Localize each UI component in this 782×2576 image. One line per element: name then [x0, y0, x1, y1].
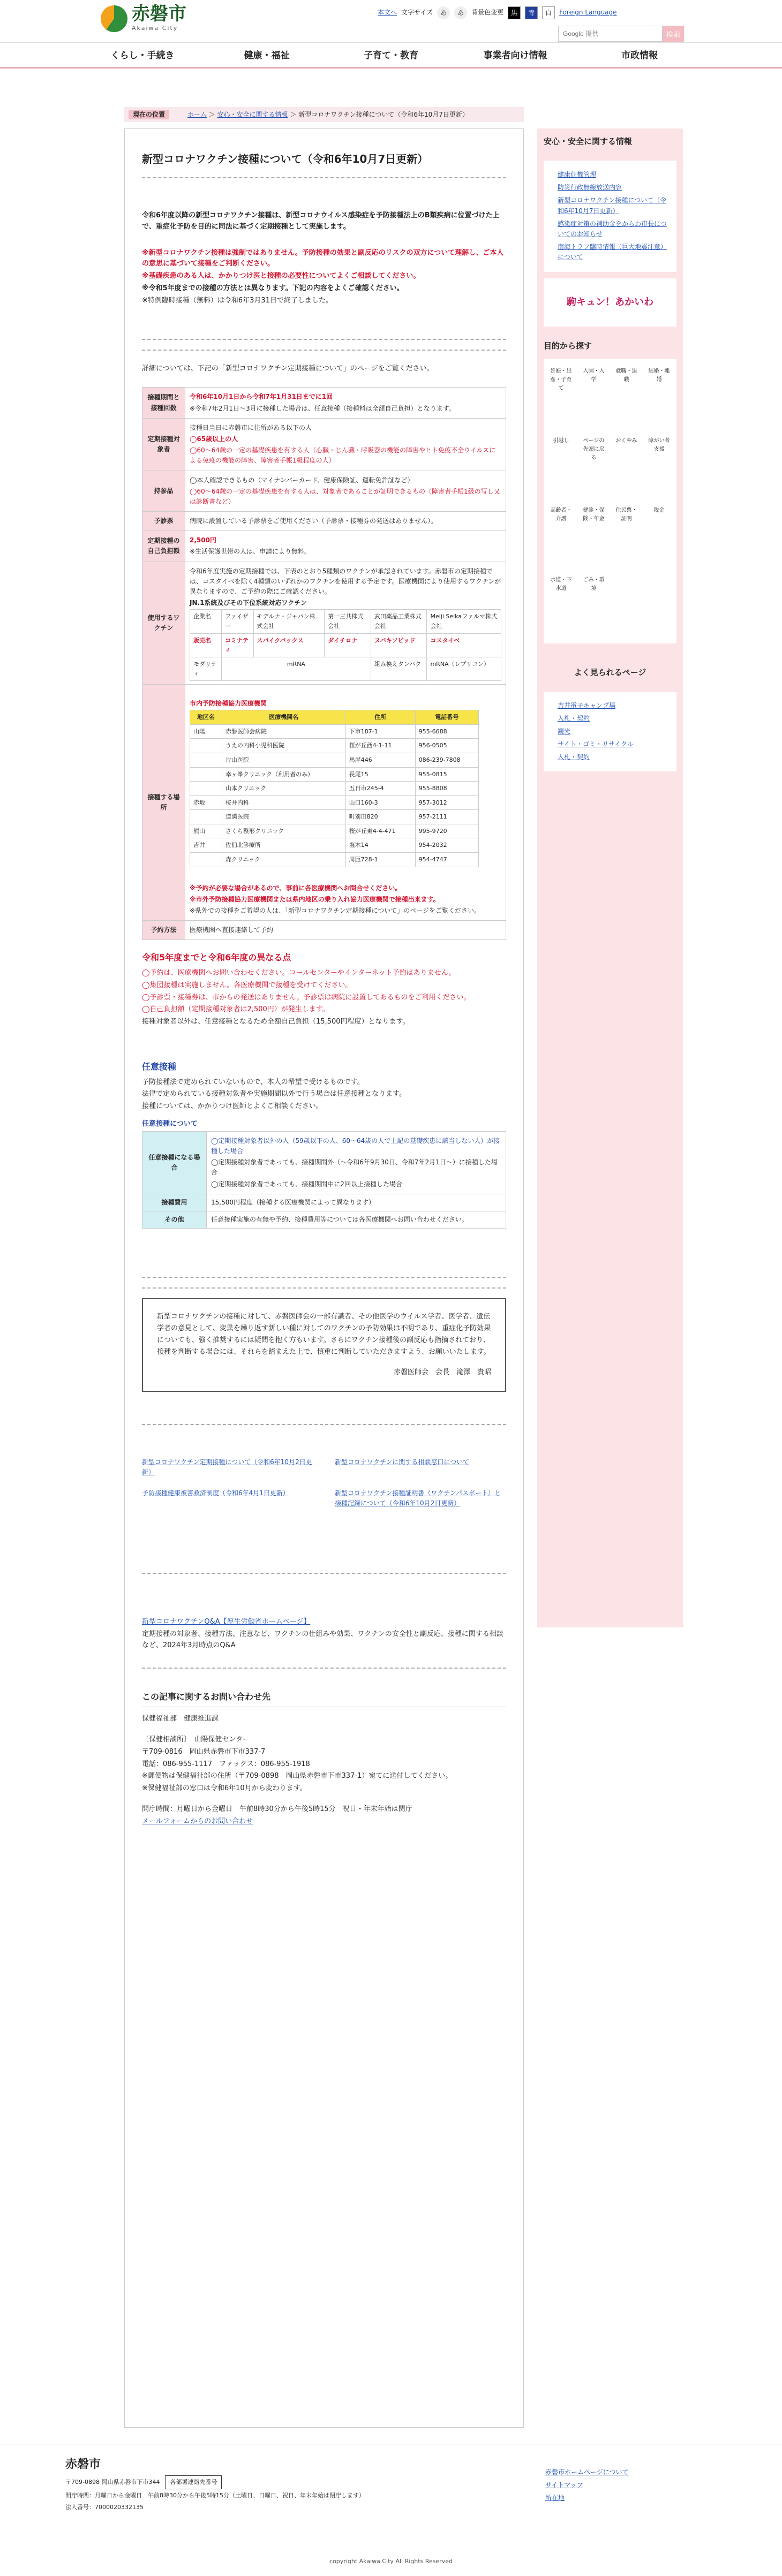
qa-text: 定期接種の対象者、接種方法、注意など、ワクチンの仕組みや効果、ワクチンの安全性と副反応、接種に関する相談など、2024年3月時点のQ&A: [142, 1630, 503, 1649]
table-row: [190, 767, 479, 782]
row-header: 接種費用: [142, 1194, 207, 1211]
font-normal-button[interactable]: あ: [437, 6, 450, 19]
cell: mRNA（レプリコン）: [427, 657, 501, 680]
vaccine-info-table: [142, 387, 506, 940]
cell: 幸ヶ峯クリニック（利用者のみ）: [222, 767, 345, 782]
table-row: [190, 853, 479, 867]
purpose-tile[interactable]: 引越し: [553, 437, 569, 444]
cell: [190, 767, 222, 782]
vaccine-table: [190, 609, 501, 681]
row-header: 接種期間と接種回数: [142, 388, 185, 418]
bg-blue-button[interactable]: 青: [525, 6, 538, 19]
cell-text: ◯65歳以上の人: [190, 435, 238, 443]
cell-text: 2,500円: [190, 536, 216, 544]
page-title: 新型コロナワクチン接種について（令和6年10月7日更新）: [142, 140, 506, 178]
related-links: [142, 1457, 506, 1509]
related-link[interactable]: 新型コロナワクチンに関する相談窓口について: [335, 1458, 470, 1466]
purpose-tile[interactable]: 就職・退職: [615, 368, 637, 383]
purpose-title: 目的から探す: [544, 340, 592, 351]
contact-line: 電話：086-955-1117 ファックス：086-955-1918: [142, 1760, 310, 1768]
voluntary-table-label: 任意接種について: [142, 1119, 198, 1128]
detail-link-text: 詳細については、下記の「新型コロナワクチン定期接種について」のページをご覧ください。: [142, 364, 434, 373]
cell-text: 接種日当日に赤磐市に住所がある以下の人: [190, 423, 312, 431]
contact-title: この記事に関するお問い合わせ先: [142, 1691, 271, 1702]
sidebar-link[interactable]: 南海トラフ臨時情報（巨大地震注意）について: [558, 243, 667, 261]
table-row: [142, 531, 506, 562]
nav-item[interactable]: 事業者向け情報: [483, 50, 547, 61]
cell: 住所: [345, 710, 415, 725]
cell: 地区名: [190, 710, 222, 725]
table-row: [142, 418, 506, 471]
cell: 995-9720: [415, 824, 478, 838]
medical-association-letter: [142, 1298, 506, 1391]
logo-mark-icon: [101, 5, 127, 32]
purpose-tile[interactable]: おくやみ: [615, 437, 637, 444]
footer-link[interactable]: サイトマップ: [545, 2481, 583, 2489]
cell: コミナティ: [221, 633, 253, 657]
cell: 954-4747: [415, 853, 478, 867]
cell: 第一三共株式会社: [325, 610, 371, 633]
bg-white-button[interactable]: 白: [542, 6, 555, 19]
cell: ファイザー: [221, 610, 253, 633]
site-logo[interactable]: [101, 4, 186, 33]
popular-link[interactable]: 観光: [558, 727, 571, 735]
cell: うえの内科小児科医院: [222, 739, 345, 753]
cell: 長尾15: [345, 767, 415, 782]
table-row: [142, 512, 506, 531]
site-search: [558, 26, 684, 42]
skip-link[interactable]: 本文へ: [378, 9, 397, 17]
cell: 山陽: [190, 724, 222, 739]
popular-links: [544, 692, 676, 772]
cell-text: JN.1系統及びその下位系統対応ワクチン: [190, 599, 307, 607]
cell: 086-239-7808: [415, 753, 478, 767]
purpose-tile[interactable]: 水道・下水道: [550, 577, 572, 592]
popular-link[interactable]: サイト・ゴミ・リサイクル: [558, 740, 634, 748]
clinic-table-title: 市内予防接種協力医療機関: [190, 699, 267, 707]
note-text: ※特例臨時接種（無料）は令和6年3月31日で終了しました。: [142, 296, 333, 305]
cell-text: 病院に設置している予診票をご使用ください（予診票・接種券の発送はありません）。: [190, 517, 438, 525]
cell: モデルナ・ジャパン株式会社: [253, 610, 325, 633]
row-header: 任意接種になる場合: [142, 1131, 207, 1194]
table-row: [142, 562, 506, 684]
voluntary-title: 任意接種: [142, 1061, 177, 1072]
cell: Meiji Seikaファルマ株式会社: [427, 610, 501, 633]
footer: [0, 2444, 782, 2576]
note-text: ※令和5年度までの接種の方法とは異なります。下記の内容をよくご確認ください。: [142, 284, 404, 292]
cell: 957-3012: [415, 795, 478, 810]
table-row: [190, 782, 479, 796]
cell: さくら整形クリニック: [222, 824, 345, 838]
search-button[interactable]: 検索: [663, 26, 684, 42]
related-link[interactable]: 新型コロナワクチン接種証明書（ワクチンパスポート）と接種記録について（令和6年10月2日更新）: [335, 1489, 501, 1507]
breadcrumb-parent[interactable]: 安心・安全に関する情報: [217, 111, 288, 118]
cell: 955-8808: [415, 782, 478, 796]
contact-dept: 保健福祉部 健康推進課: [142, 1715, 219, 1723]
cell: 電話番号: [415, 710, 478, 725]
cell: 道満医院: [222, 810, 345, 824]
cell: 桜井内科: [222, 795, 345, 810]
search-input[interactable]: [558, 26, 663, 42]
cell: 塩木14: [345, 838, 415, 853]
row-header: 定期接種対象者: [142, 418, 185, 471]
cell: [190, 782, 222, 796]
intro-text: 令和6年度以降の新型コロナワクチン接種は、新型コロナウイルス感染症を予防接種法上のB類疾病に位置づけた上で、重症化予防を目的に同法に基づく定期接種として実施します。: [142, 211, 500, 231]
cell: 周匝728-1: [345, 853, 415, 867]
cell: 町苅田820: [345, 810, 415, 824]
cell: 片山医院: [222, 753, 345, 767]
purpose-tile[interactable]: 健診・保険・年金: [583, 507, 605, 522]
table-row: [142, 471, 506, 512]
qa-link[interactable]: 新型コロナワクチンQ&A【厚生労働省ホームページ】: [142, 1618, 311, 1626]
cell-text: 令和6年10月1日から令和7年1月31日までに1回: [190, 393, 333, 401]
cell-text: ◯60～64歳の一定の基礎疾患を有する人は、対象者であることが証明できるもの（障害者手帳1級の写し又は診断書など）: [190, 487, 500, 505]
cell: スパイクバックス: [253, 633, 325, 657]
sidebar-link[interactable]: 防災行政無線放送内容: [558, 184, 622, 192]
purpose-tile[interactable]: ごみ・環境: [583, 577, 605, 592]
table-row: [190, 824, 479, 838]
purpose-tile[interactable]: ページの先頭に戻る: [583, 437, 605, 461]
cell: 森クリニック: [222, 853, 345, 867]
sidebar-link[interactable]: 感染症対策の補助金をからわ市長についてのお知らせ: [558, 219, 667, 238]
clinic-table: [190, 710, 479, 867]
cell: 955-0815: [415, 767, 478, 782]
row-header: 予約方法: [142, 921, 185, 940]
cell-text: 15,500円程度（接種する医療機関によって異なります）: [207, 1194, 506, 1211]
cell: 企業名: [190, 610, 222, 633]
cell: 赤磐医師会病院: [222, 724, 345, 739]
global-nav: [0, 43, 782, 69]
cell-text: ※生活保護世帯の人は、申請により無料。: [190, 548, 311, 556]
row-header: 使用するワクチン: [142, 562, 185, 684]
footer-addr: 〒709-0898 岡山県赤磐市下市344: [65, 2479, 160, 2486]
breadcrumb: 現在の位置 ホーム ＞ 安心・安全に関する情報 ＞ 新型コロナワクチン接種について（令和6年10月7日更新）: [124, 107, 524, 122]
diff-item: ◯自己負担額（定期接種対象者は2,500円）が発生します。: [142, 1005, 329, 1014]
table-row: [190, 838, 479, 853]
note-text: ※基礎疾患のある人は、かかりつけ医と接種の必要性についてよくご相談してください。: [142, 272, 420, 281]
purpose-tile[interactable]: 税金: [653, 507, 665, 513]
cell: [190, 753, 222, 767]
cell: [190, 739, 222, 753]
table-row: [142, 388, 506, 418]
popular-link[interactable]: 入札・契約: [558, 753, 590, 761]
cell-text: ◯定期接種対象者以外の人（59歳以下の人、60～64歳の人で上記の基礎疾患に該当しない人）が接種した場合: [211, 1137, 500, 1155]
diff-item: ◯集団接種は実施しません。各医療機関で接種を受けてください。: [142, 981, 352, 989]
cell-text: ◯60～64歳の一定の基礎疾患を有する人（心臓・じん臓・呼吸器の機能の障害やヒト免疫不全ウイルスによる免疫の機能の障害、障害者手帳1級程度の人）: [190, 446, 496, 465]
row-header: 定期接種の自己負担額: [142, 531, 185, 562]
cell: 馬屋446: [345, 753, 415, 767]
bg-color-label: 背景色変更: [471, 9, 504, 17]
purpose-tile[interactable]: 妊娠・出産・子育て: [550, 368, 572, 391]
main-content: [124, 128, 524, 2428]
cell: 赤坂: [190, 795, 222, 810]
nav-item[interactable]: 健康・福祉: [244, 50, 290, 61]
footer-link[interactable]: 赤磐市ホームページについて: [545, 2468, 629, 2476]
related-link[interactable]: 予防接種健康被害救済制度（令和6年4月1日更新）: [142, 1489, 289, 1497]
table-row: [190, 810, 479, 824]
table-row: [190, 739, 479, 753]
bg-black-button[interactable]: 黒: [508, 6, 521, 19]
cell: コスタイベ: [427, 633, 501, 657]
cell: 武田薬品工業株式会社: [371, 610, 427, 633]
cell: 956-0505: [415, 739, 478, 753]
logo-text: 赤磐市: [132, 3, 186, 25]
table-row: [142, 1194, 506, 1211]
logo-sub: Akaiwa City: [132, 25, 178, 32]
cell: ヌバキソビッド: [371, 633, 427, 657]
header-tools: [378, 6, 617, 19]
cell: 佐伯北診療所: [222, 838, 345, 853]
letter-text: 新型コロナワクチンの接種に対して、赤磐医師会の一部有識者、その他医学のウイルス学者、医学者、遺伝学者の意見として、変異を繰り返す新しい種に対してのワクチンの予防効果は不明であり、重症化予防効果についても、強く推奨するには疑問を抱く方もいます。さらにワクチン接種後の副反応も指摘されており、接種を判断する場合には、それらを踏まえた上で、慎重に判断していただきますよう、お願いいたします。: [157, 1313, 491, 1357]
row-header: 接種する場所: [142, 684, 185, 920]
cell: 957-2111: [415, 810, 478, 824]
contact-line: ※保健福祉部の窓口は令和6年10月から変わります。: [142, 1784, 307, 1793]
cell: 下市187-1: [345, 724, 415, 739]
contact-line: 〒709-0816 岡山県赤磐市下市337-7: [142, 1747, 266, 1756]
note-text: ※新型コロナワクチン接種は強制ではありません。予防接種の効果と副反応のリスクの双方について理解し、ご本人の意思に基づいて接種をご判断ください。: [142, 248, 504, 268]
sidebar-links: [544, 161, 676, 272]
nav-item[interactable]: 市政情報: [621, 50, 658, 61]
row-header: 予診票: [142, 512, 185, 531]
cell: 955-6688: [415, 724, 478, 739]
cell: 五日市245-4: [345, 782, 415, 796]
table-row: [142, 684, 506, 920]
nav-item[interactable]: 子育て・教育: [364, 50, 418, 61]
purpose-tile[interactable]: 住民票・証明: [615, 507, 637, 522]
breadcrumb-home[interactable]: ホーム: [187, 111, 207, 118]
footer-title: 赤磐市: [65, 2458, 101, 2471]
popular-title: よく見られるページ: [574, 667, 646, 677]
cell: モダリティ: [190, 657, 222, 680]
footer-hours: 開庁時間：月曜日から金曜日 午前8時30分から午後5時15分（土曜日、日曜日、祝日、年末年始は閉庁します）: [65, 2491, 365, 2499]
cell-text: ◯定期接種対象者であっても、接種期間中に2回以上接種した場合: [211, 1180, 402, 1188]
row-header: 持参品: [142, 471, 185, 512]
font-large-button[interactable]: あ: [454, 6, 467, 19]
contact-line: ※郵便物は保健福祉部の住所（〒709-0898 岡山県赤磐市下市337-1）宛てに送付してください。: [142, 1772, 453, 1781]
table-row: [190, 710, 479, 725]
cell: 熊山: [190, 824, 222, 838]
cell-text: 令和6年度実施の定期接種では、下表のとおり5種類のワクチンが承認されています。赤磐市の定期接種では、コスタイベを除く4種類のいずれかのワクチンを使用する予定です。医療機関により使用するワクチンが異なりますので、ご予約の際にご確認ください。: [190, 567, 501, 595]
table-row: [190, 753, 479, 767]
voluntary-text: 接種については、かかりつけ医師とよくご相談ください。: [142, 1102, 323, 1111]
cell-text: ※予約が必要な場合があるので、事前に各医療機関へお問合せください。: [190, 884, 402, 892]
cell-text: 医療機関へ直接連絡して予約: [190, 926, 274, 934]
table-row: [190, 633, 501, 657]
contact-line: 〔保健相談所〕 山陽保健センター: [142, 1736, 250, 1744]
table-row: [190, 724, 479, 739]
cell-text: ※市外予防接種協力医療機関または県内地区の乗り入れ協力医療機関で接種出来ます。: [190, 895, 440, 903]
cell-text: ◯本人確認できるもの（マイナンバーカード、健康保険証、運転免許証など）: [190, 476, 414, 484]
popular-link[interactable]: 吉井電子キャンプ場: [558, 701, 616, 709]
breadcrumb-label: 現在の位置: [129, 110, 169, 119]
cell: [190, 853, 222, 867]
diff-item: ◯予約は、医療機関へお問い合わせください。コールセンターやインターネット予約はありません。: [142, 969, 456, 977]
voluntary-text: 予防接種法で定められていないもので、本人の希望で受けるものです。: [142, 1078, 364, 1086]
table-row: [190, 795, 479, 810]
cell: ダイチロナ: [325, 633, 371, 657]
foreign-language-link[interactable]: Foreign Language: [559, 9, 617, 17]
related-link[interactable]: 新型コロナワクチン定期接種について（令和6年10月2日更新）: [142, 1458, 312, 1476]
font-size-label: 文字サイズ: [401, 9, 433, 17]
table-row: [142, 1131, 506, 1194]
sidebar: [537, 128, 683, 1627]
table-row: [190, 610, 501, 633]
table-row: [190, 657, 501, 680]
dept-contacts-button[interactable]: 各部署連絡先番号: [165, 2475, 222, 2489]
cell: 販売名: [190, 633, 222, 657]
letter-signature: 赤磐医師会 会長 滝澤 貴昭: [393, 1368, 491, 1377]
sidebar-link[interactable]: 健康危機管理: [558, 171, 597, 178]
nav-item[interactable]: くらし・手続き: [110, 50, 175, 61]
cell: 医療機関名: [222, 710, 345, 725]
cell-text: ※令和7年2月1日～3月に接種した場合は、任意接種（接種料は全額自己負担）となります。: [190, 404, 455, 412]
cell: [190, 810, 222, 824]
purpose-tiles: [544, 359, 676, 643]
banner-komakyun[interactable]: 駒キュン！あかいわ: [544, 278, 676, 327]
cell: 954-2032: [415, 838, 478, 853]
purpose-tile[interactable]: 結婚・離婚: [648, 368, 670, 383]
footer-corp: 法人番号：7000020332135: [65, 2503, 144, 2511]
table-row: [142, 921, 506, 940]
table-row: [142, 1211, 506, 1228]
sidebar-title: 安心・安全に関する情報: [544, 137, 633, 146]
purpose-tile[interactable]: 入園・入学: [583, 368, 605, 383]
purpose-tile[interactable]: 高齢者・介護: [550, 507, 572, 522]
voluntary-text: 法律で定められている接種対象者や実施期間以外で行う場合は任意接種となります。: [142, 1090, 406, 1098]
header: [0, 0, 782, 43]
cell: mRNA: [221, 657, 371, 680]
cell: 山本クリニック: [222, 782, 345, 796]
cell-text: ※県外での接種をご希望の人は、「新型コロナワクチン定期接種について」のページをご覧ください。: [190, 907, 480, 915]
breadcrumb-current: 新型コロナワクチン接種について（令和6年10月7日更新）: [298, 111, 469, 118]
cell: 吉井: [190, 838, 222, 853]
diff-title: 令和5年度までと令和6年度の異なる点: [142, 952, 291, 963]
footer-link[interactable]: 所在地: [545, 2494, 565, 2502]
contact-line: 開庁時間：月曜日から金曜日 午前8時30分から午後5時15分 祝日・年末年始は閉庁: [142, 1805, 412, 1814]
sidebar-link[interactable]: 新型コロナワクチン接種について（令和6年10月7日更新）: [558, 196, 667, 215]
copyright: copyright Akaiwa City All Rights Reserved: [329, 2558, 453, 2565]
cell: 桜が丘西4-1-11: [345, 739, 415, 753]
diff-item: 接種対象者以外は、任意接種となるため全額自己負担（15,500円程度）となります。: [142, 1018, 410, 1026]
popular-link[interactable]: 入札・契約: [558, 714, 590, 722]
footer-links: [545, 2466, 629, 2504]
cell: 山口160-3: [345, 795, 415, 810]
voluntary-table: [142, 1131, 506, 1229]
row-header: その他: [142, 1211, 207, 1228]
contact-box: [142, 1707, 506, 1827]
contact-form-link[interactable]: メールフォームからのお問い合わせ: [142, 1817, 253, 1825]
purpose-tile[interactable]: 障がい者支援: [648, 437, 670, 452]
cell: 組み換えタンパク: [371, 657, 427, 680]
cell-text: 任意接種実施の有無や予約、接種費用等については各医療機関へお問い合わせください。: [207, 1211, 506, 1228]
cell-text: ◯定期接種対象者であっても、接種期間外（～令和6年9月30日、令和7年2月1日～）に接種した場合: [211, 1158, 498, 1177]
cell: 桜が丘東4-4-471: [345, 824, 415, 838]
footer-address: [65, 2474, 365, 2513]
diff-item: ◯予診票・接種券は、市からの発送はありません。予診票は病院に設置してあるものをご利用ください。: [142, 993, 471, 1002]
